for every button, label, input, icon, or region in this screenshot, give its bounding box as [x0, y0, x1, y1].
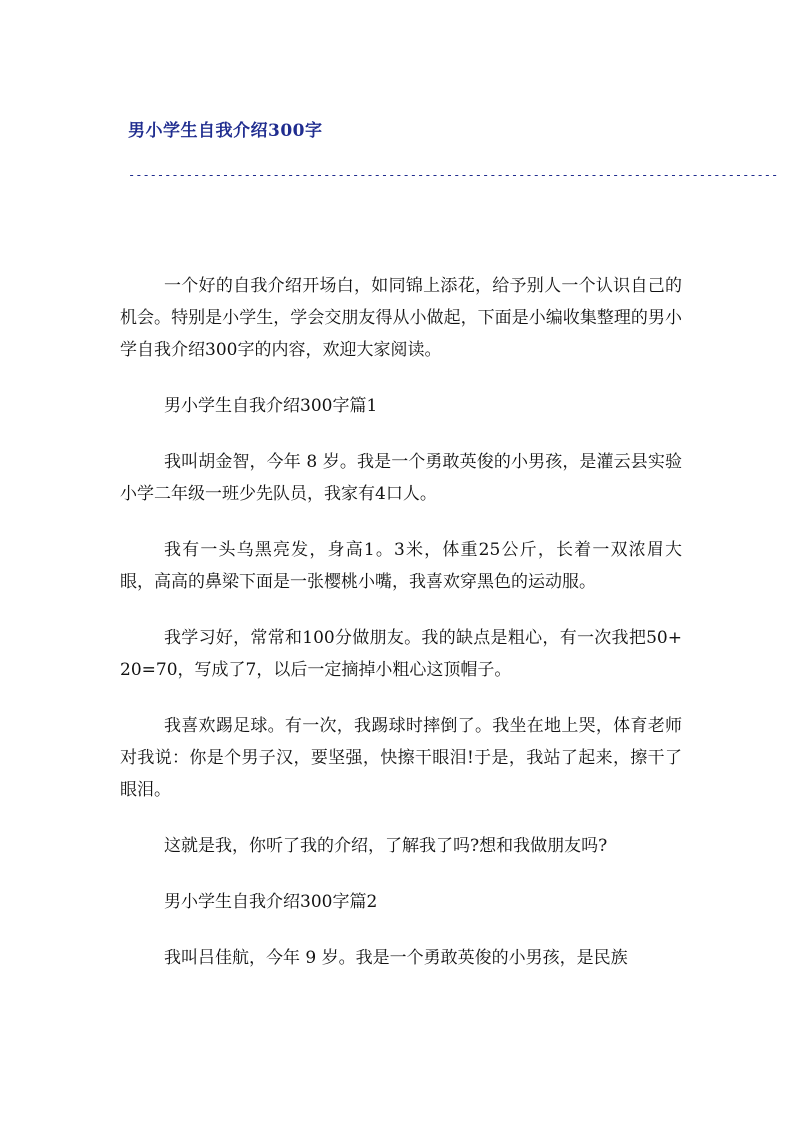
- paragraph: 我有一头乌黑亮发，身高1。3米，体重25公斤，长着一双浓眉大眼，高高的鼻梁下面是一张樱桃小嘴，我喜欢穿黑色的运动服。: [120, 540, 682, 592]
- document-body: [120, 270, 682, 998]
- section-heading-1: 男小学生自我介绍300字篇1: [164, 396, 378, 416]
- title-divider: ------------------------------------------------------------------------------------------: [128, 168, 779, 182]
- document-title: 男小学生自我介绍300字: [128, 121, 323, 141]
- section-heading-2: 男小学生自我介绍300字篇2: [164, 892, 378, 912]
- paragraph: 我喜欢踢足球。有一次，我踢球时摔倒了。我坐在地上哭，体育老师对我说：你是个男子汉，要坚强，快擦干眼泪!于是，我站了起来，擦干了眼泪。: [120, 716, 682, 800]
- paragraph: 我叫吕佳航，今年 9 岁。我是一个勇敢英俊的小男孩，是民族: [164, 948, 628, 968]
- paragraph: 这就是我，你听了我的介绍，了解我了吗?想和我做朋友吗?: [164, 836, 608, 856]
- intro-paragraph: 一个好的自我介绍开场白，如同锦上添花，给予别人一个认识自己的机会。特别是小学生，学会交朋友得从小做起，下面是小编收集整理的男小学自我介绍300字的内容，欢迎大家阅读。: [120, 276, 682, 360]
- paragraph: 我叫胡金智，今年 8 岁。我是一个勇敢英俊的小男孩，是灌云县实验小学二年级一班少先队员，我家有4口人。: [120, 452, 682, 504]
- paragraph: 我学习好，常常和100分做朋友。我的缺点是粗心，有一次我把50+20=70，写成了7，以后一定摘掉小粗心这顶帽子。: [120, 628, 682, 680]
